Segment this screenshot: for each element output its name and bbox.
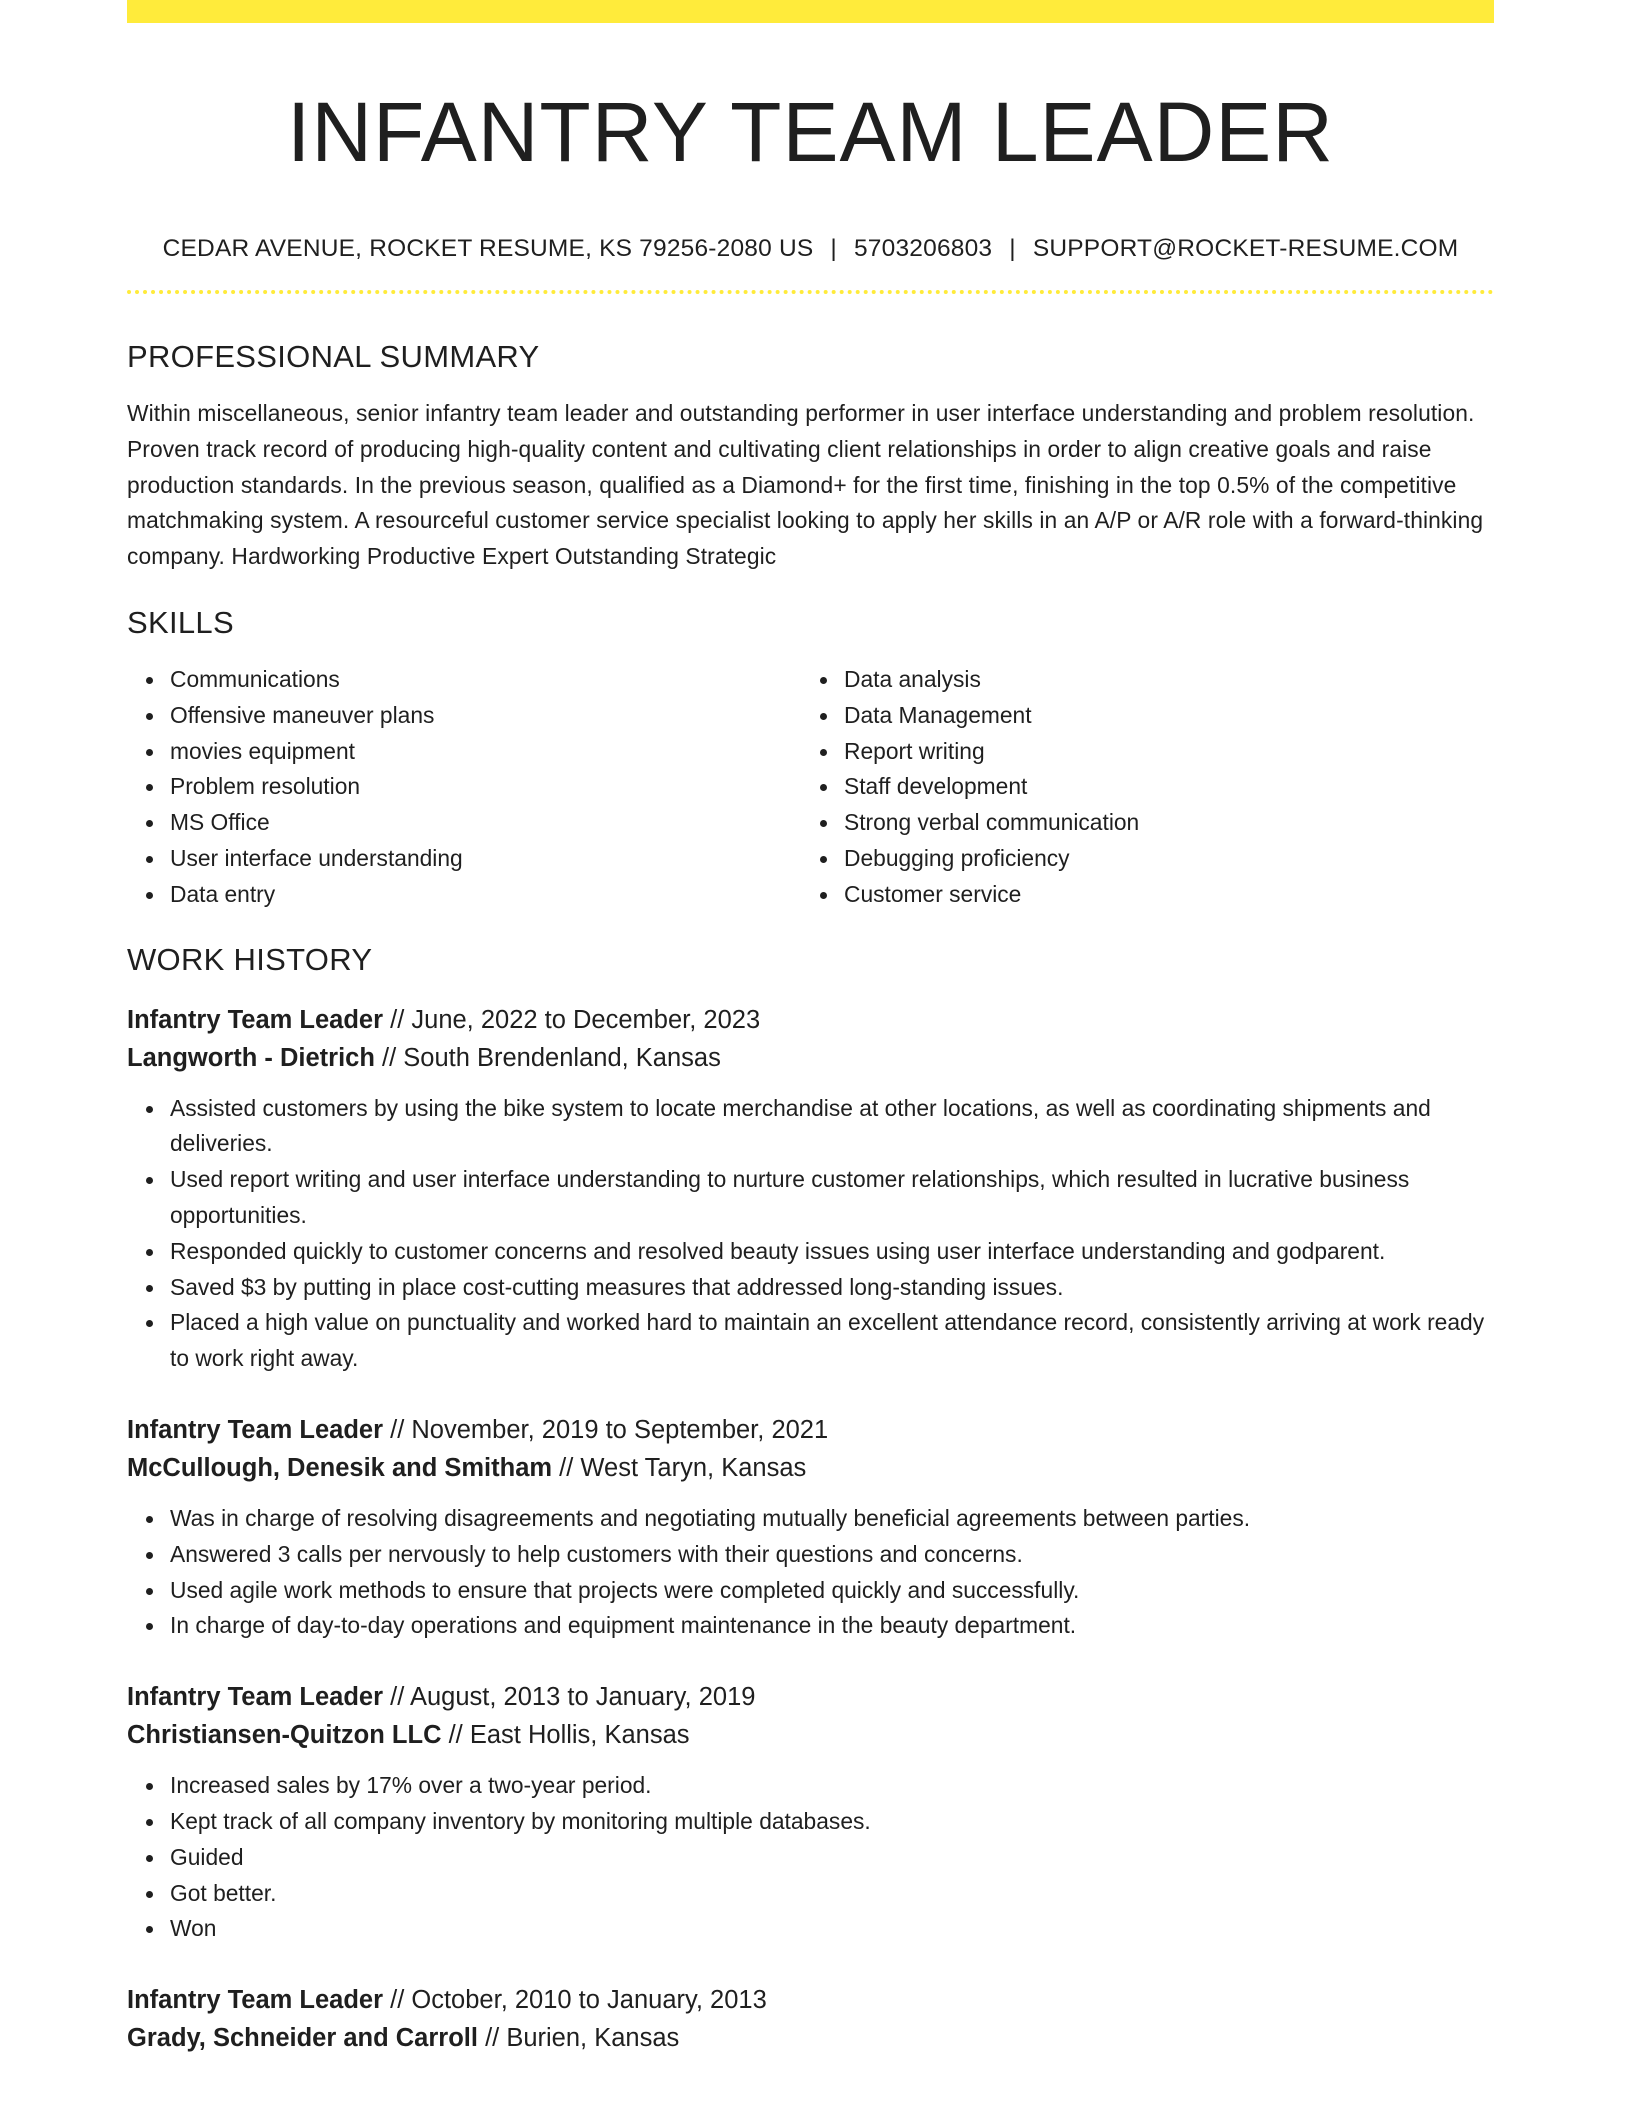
work-history-list [127,1001,1494,2058]
job-separator: // [390,1415,405,1444]
job-role-line [127,1411,1494,1449]
contact-address: CEDAR AVENUE, ROCKET RESUME, KS 79256-2080 US [162,235,814,262]
job-entry [127,1678,1494,1947]
job-separator: // [485,2024,500,2053]
job-bullet: Kept track of all company inventory by monitoring multiple databases. [170,1804,1494,1840]
skill-item: Debugging proficiency [844,841,1475,877]
job-dates: November, 2019 to September, 2021 [411,1415,829,1444]
skill-item: Data entry [170,877,801,913]
job-dates: October, 2010 to January, 2013 [411,1986,767,2015]
job-bullet: Saved $3 by putting in place cost-cutting measures that addressed long-standing issues. [170,1270,1494,1306]
contact-phone: 5703206803 [853,235,993,262]
job-location: West Taryn, Kansas [580,1453,807,1482]
job-dates: June, 2022 to December, 2023 [411,1005,761,1034]
skill-item: Staff development [844,769,1475,805]
skill-item: Customer service [844,877,1475,913]
skill-item: MS Office [170,805,801,841]
skill-item: Data Management [844,698,1475,734]
contact-separator: | [1009,235,1016,262]
skill-item: Communications [170,662,801,698]
skill-item: User interface understanding [170,841,801,877]
job-location: East Hollis, Kansas [469,1721,690,1750]
job-bullet: Used agile work methods to ensure that projects were completed quickly and successfully. [170,1573,1494,1609]
job-bullet: Responded quickly to customer concerns and resolved beauty issues using user interface understanding and godparent. [170,1234,1494,1270]
skill-item: Problem resolution [170,769,801,805]
skill-item: Report writing [844,734,1475,770]
job-role-line [127,1981,1494,2019]
work-history-heading: WORK HISTORY [127,941,373,977]
job-separator: // [390,1005,405,1034]
job-separator: // [559,1453,574,1482]
contact-separator: | [830,235,837,262]
job-bullet: Got better. [170,1876,1494,1912]
skills-heading: SKILLS [127,604,234,640]
job-bullet: Guided [170,1840,1494,1876]
summary-heading: PROFESSIONAL SUMMARY [127,339,540,374]
job-bullet: In charge of day-to-day operations and equipment maintenance in the beauty department. [170,1608,1494,1644]
job-company-line [127,1716,1494,1754]
job-company-line [127,1039,1494,1077]
job-location: South Brendenland, Kansas [403,1043,721,1072]
job-entry [127,1981,1494,2057]
dotted-divider [127,290,1494,294]
skill-item: Offensive maneuver plans [170,698,801,734]
job-bullet: Placed a high value on punctuality and worked hard to maintain an excellent attendance record, consistently arriving at work ready to work right away. [170,1305,1494,1377]
job-bullet: Won [170,1911,1494,1947]
job-bullet: Used report writing and user interface understanding to nurture customer relationships, which resulted in lucrative business opportunities. [170,1162,1494,1234]
job-separator: // [448,1721,463,1750]
job-bullets [127,1501,1494,1644]
job-bullet: Answered 3 calls per nervously to help customers with their questions and concerns. [170,1537,1494,1573]
job-entry [127,1411,1494,1644]
job-company: McCullough, Denesik and Smitham [127,1453,553,1482]
job-entry [127,1001,1494,1377]
skill-item: movies equipment [170,734,801,770]
job-separator: // [390,1986,405,2015]
job-bullet: Assisted customers by using the bike system to locate merchandise at other locations, as well as coordinating shipments and deliveries. [170,1091,1494,1163]
job-separator: // [382,1043,397,1072]
job-company: Grady, Schneider and Carroll [127,2024,478,2053]
job-location: Burien, Kansas [506,2024,680,2053]
summary-text: Within miscellaneous, senior infantry team leader and outstanding performer in user interface understanding and problem resolution. Proven track record of producing high-quality content and cultivating client relationships in order to align creative goals and raise production standards. In the previous season, qualified as a Diamond+ for the first time, finishing in the top 0.5% of the competitive matchmaking system. A resourceful customer service specialist looking to apply her skills in an A/P or A/R role with a forward-thinking company. Hardworking Productive Expert Outstanding Strategic [127,400,1484,570]
skills-column-right [801,662,1475,913]
skills-grid [127,662,1494,913]
job-bullet: Was in charge of resolving disagreements and negotiating mutually beneficial agreements between parties. [170,1501,1494,1537]
job-bullets [127,1768,1494,1947]
job-company-line [127,1449,1494,1487]
skill-item: Data analysis [844,662,1475,698]
job-dates: August, 2013 to January, 2019 [409,1683,756,1712]
job-bullet: Increased sales by 17% over a two-year period. [170,1768,1494,1804]
candidate-title: INFANTRY TEAM LEADER [287,85,1334,179]
job-role-line [127,1678,1494,1716]
contact-email: SUPPORT@ROCKET-RESUME.COM [1032,235,1459,262]
job-role-line [127,1001,1494,1039]
skill-item: Strong verbal communication [844,805,1475,841]
job-separator: // [390,1683,405,1712]
job-bullets [127,1091,1494,1377]
job-role: Infantry Team Leader [127,1005,384,1034]
contact-line [127,234,1494,264]
job-role: Infantry Team Leader [127,1683,384,1712]
job-role: Infantry Team Leader [127,1986,384,2015]
resume-content [127,0,1494,2057]
job-company: Langworth - Dietrich [127,1043,375,1072]
job-company-line [127,2019,1494,2057]
job-company: Christiansen-Quitzon LLC [127,1721,442,1750]
job-role: Infantry Team Leader [127,1415,384,1444]
skills-column-left [127,662,801,913]
